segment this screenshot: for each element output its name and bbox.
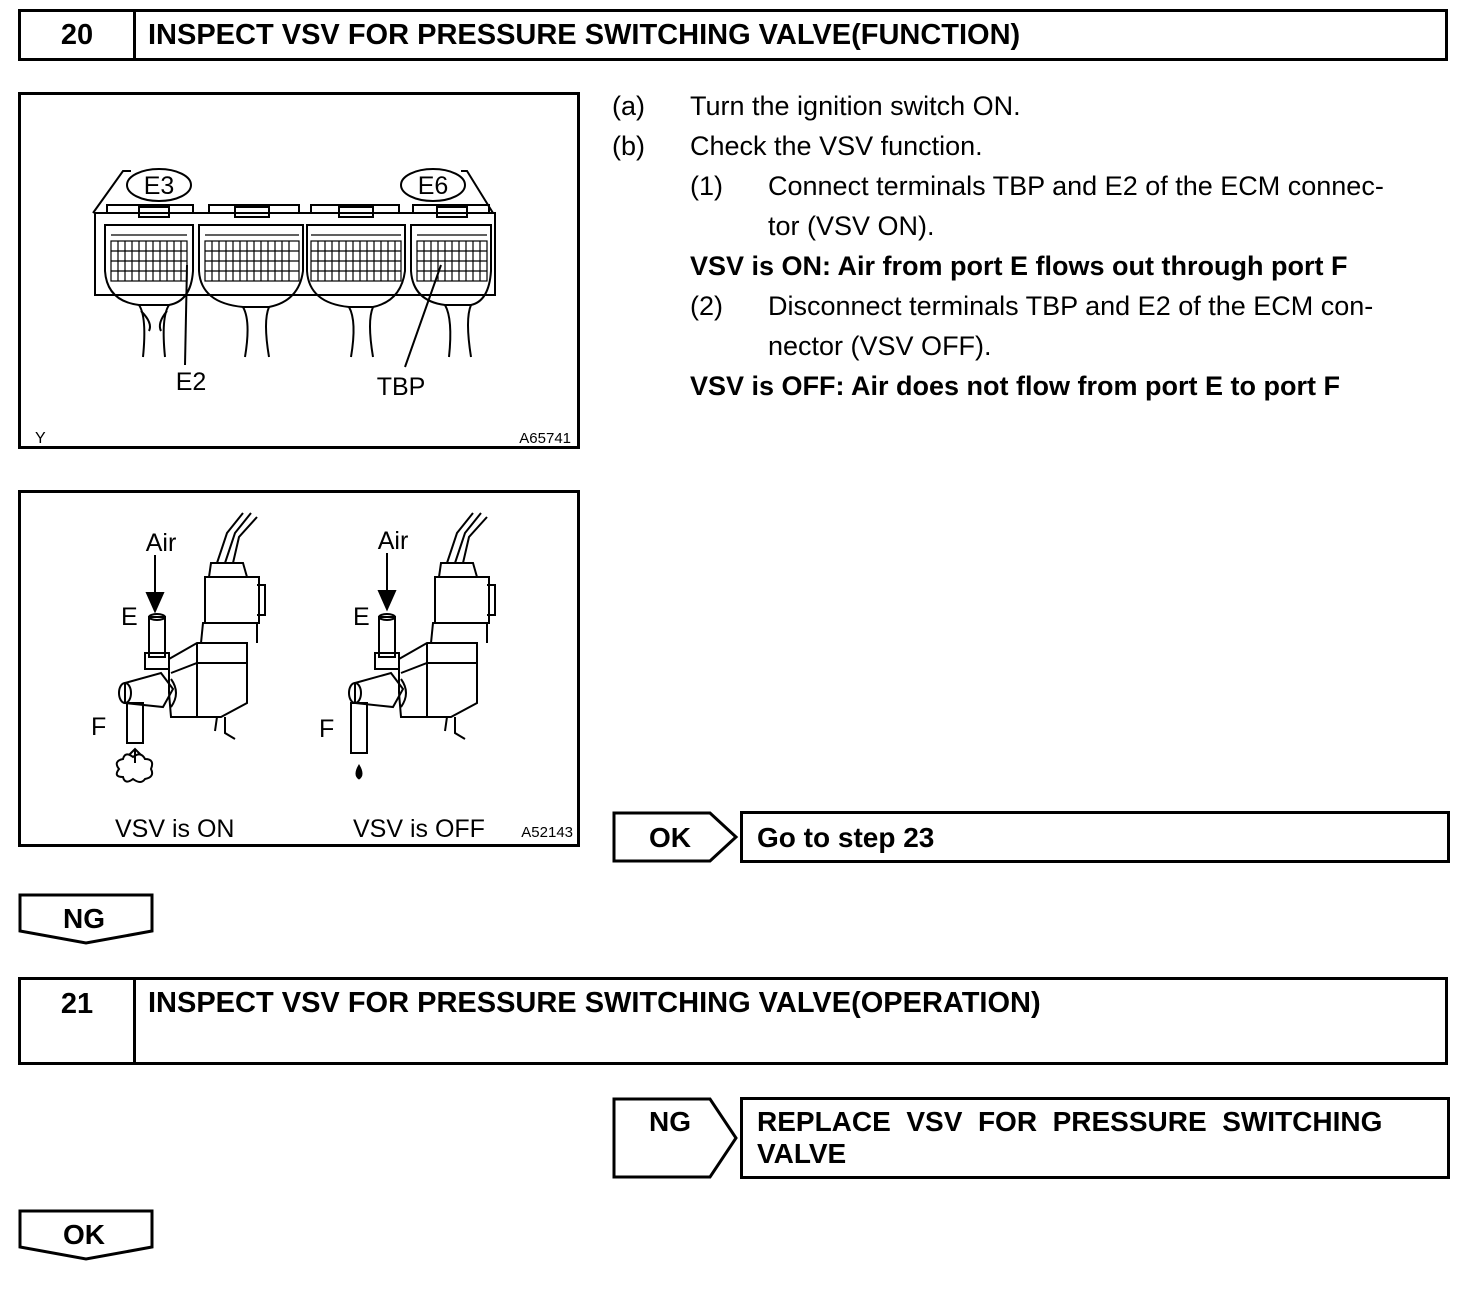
label-port-e-left: E: [121, 603, 138, 631]
substep-1-line2: tor (VSV ON).: [768, 211, 935, 241]
step-a-text: Turn the ignition switch ON.: [690, 91, 1021, 121]
ng-action-line1-step21: REPLACE VSV FOR PRESSURE SWITCHING: [757, 1106, 1383, 1137]
ok-action-text-step20: Go to step 23: [757, 822, 935, 853]
ng-label-step21: NG: [649, 1106, 691, 1137]
step-20-header: [18, 9, 1448, 61]
label-e3: E3: [143, 172, 175, 200]
label-e2: E2: [175, 368, 207, 396]
step-20-number: 20: [21, 12, 136, 58]
figure1-corner-code: Y: [35, 430, 46, 446]
step-b-text: Check the VSV function.: [690, 131, 983, 161]
ok-label-step20: OK: [649, 822, 691, 853]
step-21-title: INSPECT VSV FOR PRESSURE SWITCHING VALVE(OPERATION): [148, 987, 1041, 1019]
ok-arrow-badge-step20: [612, 811, 740, 863]
ng-action-step21: [740, 1097, 1450, 1179]
figure2-id: A52143: [521, 824, 573, 841]
figure1-id: A65741: [519, 430, 571, 446]
substep-2-line2: nector (VSV OFF).: [768, 331, 992, 361]
label-e6: E6: [417, 172, 449, 200]
step-21-header: [18, 977, 1448, 1065]
caption-vsv-off: VSV is OFF: [353, 815, 485, 843]
ng-arrow-badge-step21: [612, 1097, 740, 1179]
substep-1-line1: Connect terminals TBP and E2 of the ECM connec-: [768, 171, 1384, 201]
label-air-right: Air: [377, 527, 409, 555]
step-21-number: 21: [21, 980, 136, 1062]
ecm-connector-figure: [18, 92, 580, 449]
substep-2-marker: (2): [690, 291, 723, 321]
label-port-f-left: F: [91, 713, 107, 741]
label-port-e-right: E: [353, 603, 370, 631]
step-b-marker: (b): [612, 131, 645, 161]
label-tbp: TBP: [376, 373, 426, 401]
label-port-f-right: F: [319, 715, 335, 743]
ng-label-step20: NG: [63, 903, 105, 934]
ok-action-step20: [740, 811, 1450, 863]
vsv-airflow-drawing: [21, 493, 577, 844]
substep-1-marker: (1): [690, 171, 723, 201]
step-a-marker: (a): [612, 91, 645, 121]
result-vsv-off: VSV is OFF: Air does not flow from port E to port F: [690, 371, 1340, 401]
substep-2-line1: Disconnect terminals TBP and E2 of the ECM con-: [768, 291, 1374, 321]
vsv-airflow-figure: [18, 490, 580, 847]
ok-label-step21: OK: [63, 1219, 105, 1250]
caption-vsv-on: VSV is ON: [115, 815, 235, 843]
ng-down-badge-step20: [18, 893, 156, 947]
ecm-connector-drawing: [21, 95, 577, 446]
ok-down-badge-step21: [18, 1209, 156, 1263]
ng-action-line2-step21: VALVE: [757, 1138, 847, 1169]
label-air-left: Air: [145, 529, 177, 557]
result-vsv-on: VSV is ON: Air from port E flows out through port F: [690, 251, 1348, 281]
step-20-title: INSPECT VSV FOR PRESSURE SWITCHING VALVE(FUNCTION): [148, 19, 1021, 51]
